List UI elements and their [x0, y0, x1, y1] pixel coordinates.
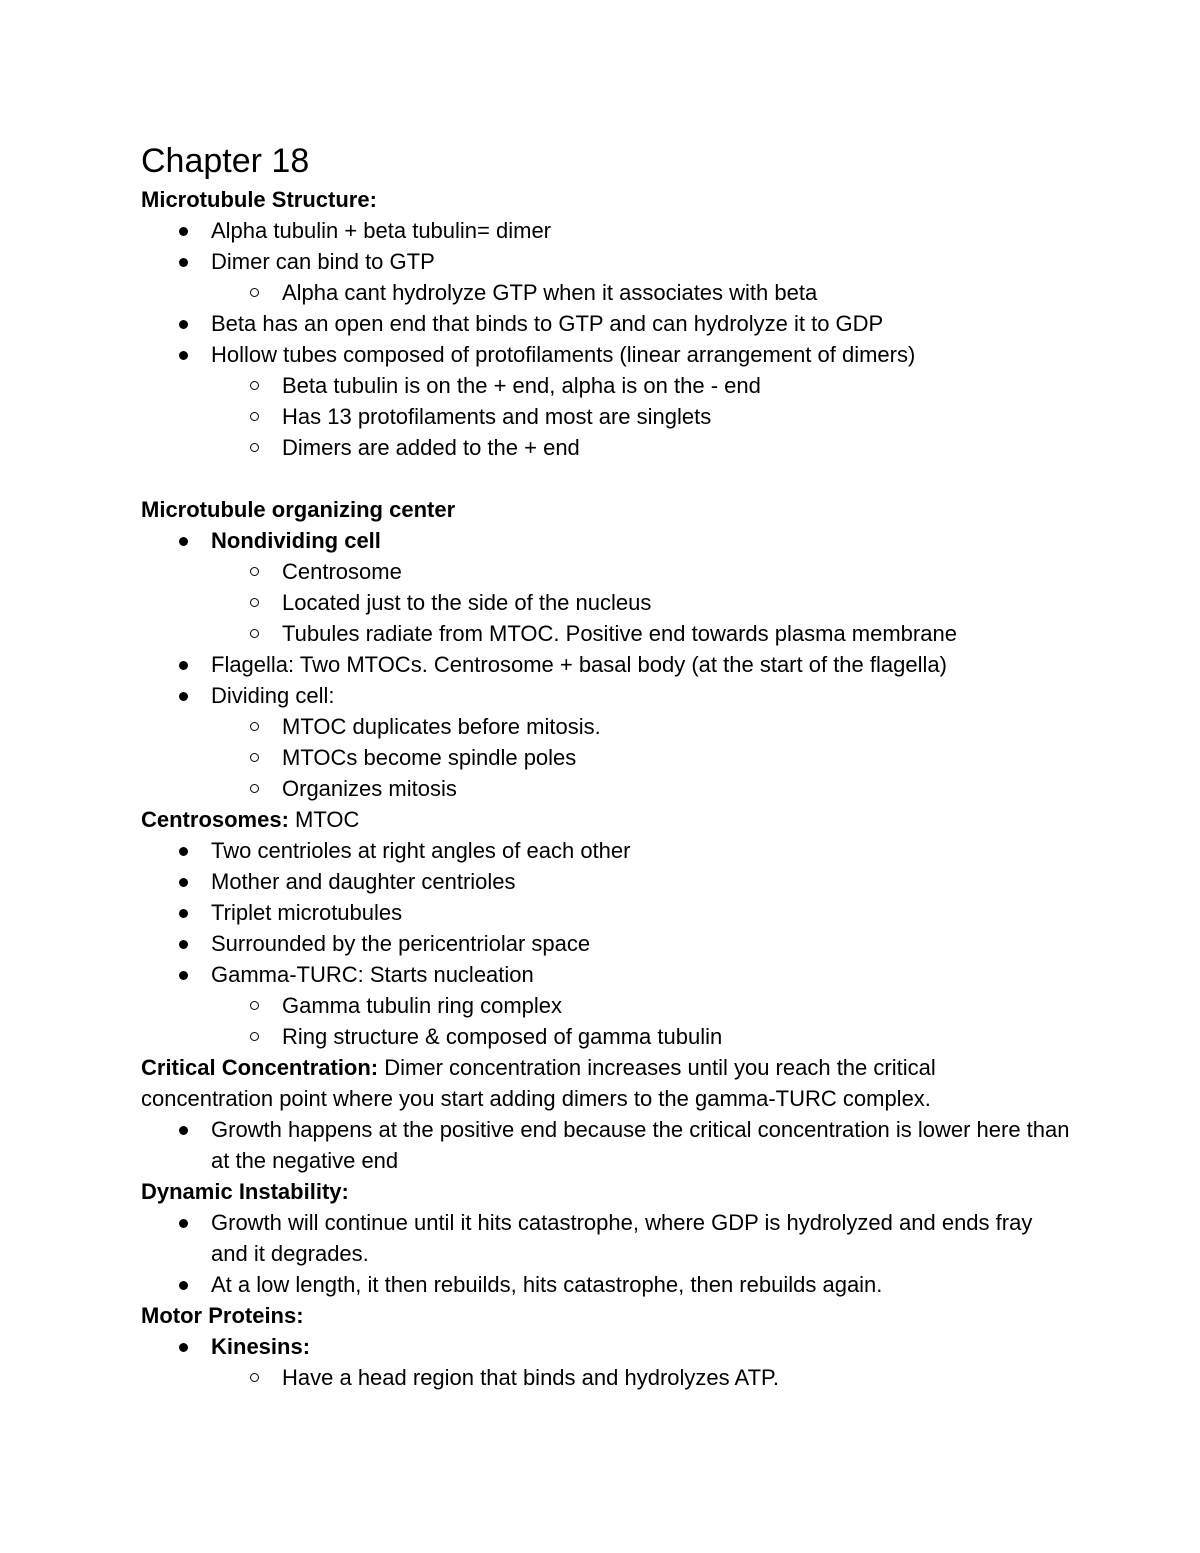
sub-list-item: Dimers are added to the + end — [141, 432, 1071, 463]
bullet-dot-icon — [179, 1126, 188, 1135]
page-title: Chapter 18 — [141, 142, 310, 180]
bullet-dot-icon — [179, 909, 188, 918]
bullet-dot-icon — [179, 940, 188, 949]
bullet-circle-icon — [250, 381, 259, 390]
bullet-dot-icon — [179, 537, 188, 546]
bullet-circle-icon — [250, 288, 259, 297]
bullet-circle-icon — [250, 598, 259, 607]
bullet-dot-icon — [179, 847, 188, 856]
bullet-circle-icon — [250, 722, 259, 731]
list-item: Hollow tubes composed of protofilaments (linear arrangement of dimers) — [141, 339, 1071, 370]
list-item: Growth will continue until it hits catastrophe, where GDP is hydrolyzed and ends fray and it degrades. — [141, 1207, 1071, 1269]
list-item: Beta has an open end that binds to GTP and can hydrolyze it to GDP — [141, 308, 1071, 339]
sub-list-item: MTOC duplicates before mitosis. — [141, 711, 1071, 742]
section-heading-dynamic-instability: Dynamic Instability: — [141, 1179, 349, 1204]
sub-list-item: Located just to the side of the nucleus — [141, 587, 1071, 618]
bullet-dot-icon — [179, 692, 188, 701]
bullet-dot-icon — [179, 1343, 188, 1352]
list-item: Gamma-TURC: Starts nucleation — [141, 959, 1071, 990]
bullet-circle-icon — [250, 784, 259, 793]
sub-list-item: Organizes mitosis — [141, 773, 1071, 804]
list-item: Alpha tubulin + beta tubulin= dimer — [141, 215, 1071, 246]
sub-list-item: Centrosome — [141, 556, 1071, 587]
list-item: Two centrioles at right angles of each other — [141, 835, 1071, 866]
bullet-dot-icon — [179, 971, 188, 980]
list-item: Growth happens at the positive end because the critical concentration is lower here than at the negative end — [141, 1114, 1071, 1176]
sub-list-item: Has 13 protofilaments and most are singlets — [141, 401, 1071, 432]
section-heading-motor-proteins: Motor Proteins: — [141, 1303, 304, 1328]
bullet-dot-icon — [179, 351, 188, 360]
section-heading-microtubule-structure: Microtubule Structure: — [141, 187, 377, 212]
sub-list-item: Have a head region that binds and hydrolyzes ATP. — [141, 1362, 1071, 1393]
bullet-circle-icon — [250, 629, 259, 638]
sub-list-item: MTOCs become spindle poles — [141, 742, 1071, 773]
section-heading-centrosomes: Centrosomes: MTOC — [141, 807, 360, 832]
sub-list-item: Beta tubulin is on the + end, alpha is on the - end — [141, 370, 1071, 401]
bullet-circle-icon — [250, 412, 259, 421]
list-item: Mother and daughter centrioles — [141, 866, 1071, 897]
list-item: Flagella: Two MTOCs. Centrosome + basal body (at the start of the flagella) — [141, 649, 1071, 680]
section-heading-mtoc: Microtubule organizing center — [141, 497, 456, 522]
bullet-dot-icon — [179, 227, 188, 236]
bullet-circle-icon — [250, 753, 259, 762]
list-item: Dividing cell: — [141, 680, 1071, 711]
list-item: Surrounded by the pericentriolar space — [141, 928, 1071, 959]
bullet-circle-icon — [250, 1373, 259, 1382]
sub-list-item: Ring structure & composed of gamma tubulin — [141, 1021, 1071, 1052]
list-item: Kinesins: — [141, 1331, 1071, 1362]
bullet-dot-icon — [179, 661, 188, 670]
bullet-dot-icon — [179, 320, 188, 329]
list-item: At a low length, it then rebuilds, hits catastrophe, then rebuilds again. — [141, 1269, 1071, 1300]
bullet-circle-icon — [250, 1032, 259, 1041]
sub-list-item: Alpha cant hydrolyze GTP when it associates with beta — [141, 277, 1071, 308]
blank-line — [141, 463, 1071, 494]
list-item: Dimer can bind to GTP — [141, 246, 1071, 277]
document-page — [141, 138, 1071, 1393]
bullet-circle-icon — [250, 567, 259, 576]
sub-list-item: Gamma tubulin ring complex — [141, 990, 1071, 1021]
bullet-dot-icon — [179, 258, 188, 267]
bullet-dot-icon — [179, 878, 188, 887]
section-paragraph-critical-concentration: Critical Concentration: Dimer concentration increases until you reach the critical concentration point where you start adding dimers to the gamma-TURC complex. — [141, 1055, 936, 1111]
bullet-circle-icon — [250, 1001, 259, 1010]
sub-list-item: Tubules radiate from MTOC. Positive end towards plasma membrane — [141, 618, 1071, 649]
list-item: Triplet microtubules — [141, 897, 1071, 928]
bullet-dot-icon — [179, 1219, 188, 1228]
bullet-dot-icon — [179, 1281, 188, 1290]
bullet-circle-icon — [250, 443, 259, 452]
list-item: Nondividing cell — [141, 525, 1071, 556]
